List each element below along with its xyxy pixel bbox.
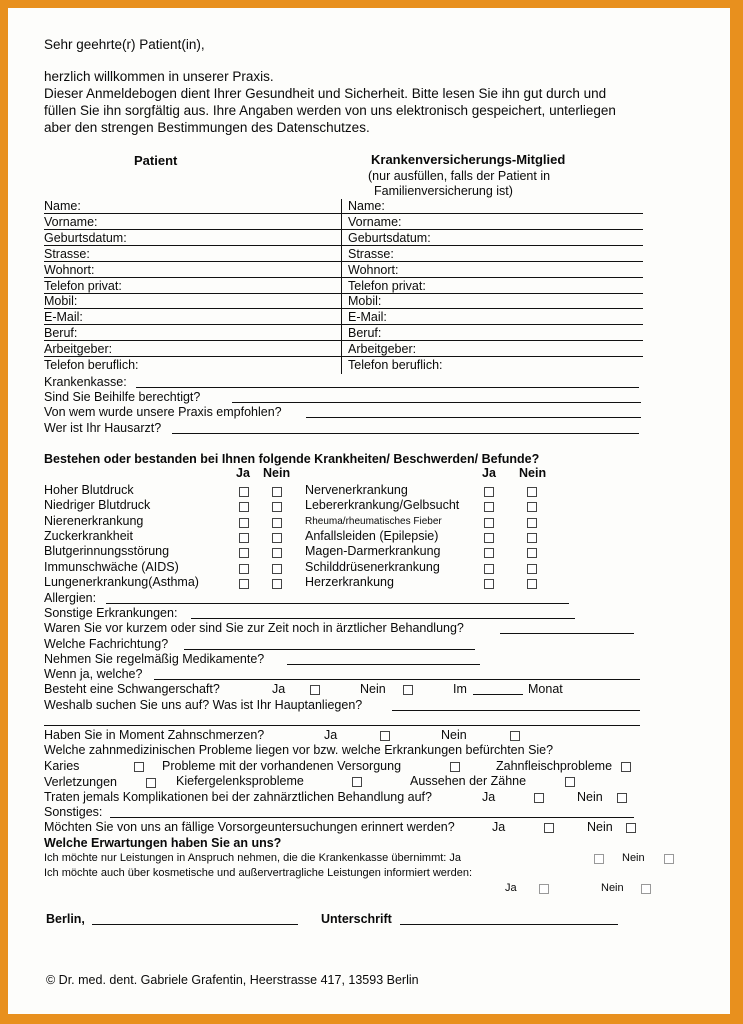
member-field-line[interactable] xyxy=(341,356,643,357)
answer-line-referral[interactable] xyxy=(306,417,641,418)
patient-field-line[interactable] xyxy=(44,229,341,230)
patient-field-line[interactable] xyxy=(44,324,341,325)
member-field-label: Wohnort: xyxy=(348,262,399,277)
patient-field-line[interactable] xyxy=(44,261,341,262)
pregnancy-nein-label: Nein xyxy=(360,682,386,696)
patient-field-label: Geburtsdatum: xyxy=(44,230,127,245)
treatment-question: Waren Sie vor kurzem oder sind Sie zur Zeit noch in ärztlicher Behandlung? xyxy=(44,621,464,635)
disease-right-label: Magen-Darmerkrankung xyxy=(305,544,441,559)
disease-left-label: Nierenerkrankung xyxy=(44,513,144,528)
pregnancy-ja-label: Ja xyxy=(272,682,286,696)
reason-question: Weshalb suchen Sie uns auf? Was ist Ihr Hauptanliegen? xyxy=(44,698,363,712)
problem-care-checkbox[interactable] xyxy=(450,762,460,772)
allergies-label: Allergien: xyxy=(44,591,97,605)
answer-line-other[interactable] xyxy=(110,817,634,818)
reminder-question: Möchten Sie von uns an fällige Vorsorgeuntersuchungen erinnert werden? xyxy=(44,820,455,834)
patient-field-label: Telefon privat: xyxy=(44,278,122,293)
patient-field-line[interactable] xyxy=(44,213,341,214)
signature-line[interactable] xyxy=(400,924,618,925)
specialty-question: Welche Fachrichtung? xyxy=(44,637,169,651)
member-field-label: Strasse: xyxy=(348,246,394,261)
disease-right-ja-checkbox[interactable] xyxy=(484,518,494,528)
complications-ja-label: Ja xyxy=(482,790,496,804)
patient-field-line[interactable] xyxy=(44,245,341,246)
patient-field-label: Wohnort: xyxy=(44,262,95,277)
complications-ja-checkbox[interactable] xyxy=(534,793,544,803)
patient-field-line[interactable] xyxy=(44,340,341,341)
answer-line-gp[interactable] xyxy=(172,433,639,434)
question-subsidy: Sind Sie Beihilfe berechtigt? xyxy=(44,390,201,404)
member-field-label: Vorname: xyxy=(348,214,402,229)
expect-2-ja-label: Ja xyxy=(505,882,517,894)
member-field-line[interactable] xyxy=(341,229,643,230)
member-field-label: Geburtsdatum: xyxy=(348,230,431,245)
problem-look-label: Aussehen der Zähne xyxy=(410,774,527,788)
disease-right-ja-checkbox[interactable] xyxy=(484,564,494,574)
reminder-nein-label: Nein xyxy=(587,820,613,834)
disease-right-ja-checkbox[interactable] xyxy=(484,502,494,512)
disease-right-label: Schilddrüsenerkrankung xyxy=(305,559,440,574)
ja-header-right: Ja xyxy=(482,466,496,480)
problem-gum-label: Zahnfleischprobleme xyxy=(496,759,613,773)
reminder-ja-label: Ja xyxy=(492,820,506,834)
disease-right-ja-checkbox[interactable] xyxy=(484,548,494,558)
answer-line-month[interactable] xyxy=(473,694,523,695)
intro-line-4: aber den strengen Bestimmungen des Datenschutzes. xyxy=(44,120,370,135)
member-note-1: (nur ausfüllen, falls der Patient in xyxy=(368,169,551,183)
disease-left-label: Lungenerkrankung(Asthma) xyxy=(44,574,199,589)
member-field-line[interactable] xyxy=(341,293,643,294)
pregnancy-ja-checkbox[interactable] xyxy=(310,685,320,695)
member-field-line[interactable] xyxy=(341,324,643,325)
pain-ja-checkbox[interactable] xyxy=(380,731,390,741)
expectations-heading: Welche Erwartungen haben Sie an uns? xyxy=(44,836,282,850)
disease-left-label: Blutgerinnungsstörung xyxy=(44,544,170,559)
disease-left-ja-checkbox[interactable] xyxy=(239,564,249,574)
question-insurance: Krankenkasse: xyxy=(44,375,127,389)
pain-nein-checkbox[interactable] xyxy=(510,731,520,741)
disease-left-ja-checkbox[interactable] xyxy=(239,518,249,528)
expect-1-nein-checkbox[interactable] xyxy=(664,854,674,864)
column-divider xyxy=(341,199,342,374)
reminder-nein-checkbox[interactable] xyxy=(626,823,636,833)
member-note-2: Familienversicherung ist) xyxy=(374,184,513,198)
other-label: Sonstiges: xyxy=(44,805,103,819)
disease-left-ja-checkbox[interactable] xyxy=(239,533,249,543)
expect-2-nein-label: Nein xyxy=(601,882,624,894)
answer-line-subsidy[interactable] xyxy=(232,402,641,403)
disease-left-label: Immunschwäche (AIDS) xyxy=(44,559,179,574)
member-field-label: Beruf: xyxy=(348,326,382,341)
reminder-ja-checkbox[interactable] xyxy=(544,823,554,833)
disease-left-nein-checkbox[interactable] xyxy=(272,548,282,558)
answer-line-medication[interactable] xyxy=(287,664,480,665)
document-sheet xyxy=(8,8,730,1014)
problem-gum-checkbox[interactable] xyxy=(621,762,631,772)
member-field-line[interactable] xyxy=(341,261,643,262)
disease-right-label: Anfallsleiden (Epilepsie) xyxy=(305,528,439,543)
month-prefix: Im xyxy=(453,682,467,696)
disease-left-ja-checkbox[interactable] xyxy=(239,487,249,497)
pain-nein-label: Nein xyxy=(441,728,467,742)
member-field-line[interactable] xyxy=(341,213,643,214)
month-suffix: Monat xyxy=(528,682,563,696)
problem-injury-checkbox[interactable] xyxy=(146,778,156,788)
disease-right-nein-checkbox[interactable] xyxy=(527,518,537,528)
footer-address: © Dr. med. dent. Gabriele Grafentin, Heerstrasse 417, 13593 Berlin xyxy=(46,973,419,987)
disease-right-label: Herzerkrankung xyxy=(305,574,394,589)
intro-line-2: Dieser Anmeldebogen dient Ihrer Gesundheit und Sicherheit. Bitte lesen Sie ihn gut durch und xyxy=(44,86,607,101)
answer-line-other-diseases[interactable] xyxy=(191,618,575,619)
patient-field-label: Telefon beruflich: xyxy=(44,358,139,372)
disease-left-ja-checkbox[interactable] xyxy=(239,502,249,512)
member-field-line[interactable] xyxy=(341,308,643,309)
member-field-label: Telefon beruflich: xyxy=(348,358,443,372)
nein-header-right: Nein xyxy=(519,466,547,480)
member-field-label: Name: xyxy=(348,199,385,213)
member-heading: Krankenversicherungs-Mitglied xyxy=(371,152,566,167)
member-field-line[interactable] xyxy=(341,277,643,278)
member-field-label: E-Mail: xyxy=(348,310,387,325)
patient-field-label: Name: xyxy=(44,199,81,213)
complications-nein-label: Nein xyxy=(577,790,603,804)
patient-field-line[interactable] xyxy=(44,277,341,278)
answer-line-reason-2[interactable] xyxy=(44,725,640,726)
complications-question: Traten jemals Komplikationen bei der zahnärztlichen Behandlung auf? xyxy=(44,790,432,804)
intro-line-1: herzlich willkommen in unserer Praxis. xyxy=(44,69,274,84)
patient-field-line[interactable] xyxy=(44,293,341,294)
disease-left-nein-checkbox[interactable] xyxy=(272,564,282,574)
disease-left-label: Niedriger Blutdruck xyxy=(44,498,151,513)
problem-look-checkbox[interactable] xyxy=(565,777,575,787)
problem-karies-checkbox[interactable] xyxy=(134,762,144,772)
answer-line-treatment[interactable] xyxy=(500,633,634,634)
patient-field-label: Arbeitgeber: xyxy=(44,342,113,357)
diseases-heading: Bestehen oder bestanden bei Ihnen folgende Krankheiten/ Beschwerden/ Befunde? xyxy=(44,452,540,466)
problem-jaw-checkbox[interactable] xyxy=(352,777,362,787)
patient-field-label: Vorname: xyxy=(44,214,98,229)
disease-right-nein-checkbox[interactable] xyxy=(527,533,537,543)
disease-right-ja-checkbox[interactable] xyxy=(484,533,494,543)
signature-label: Unterschrift xyxy=(321,912,392,926)
member-field-line[interactable] xyxy=(341,245,643,246)
disease-right-nein-checkbox[interactable] xyxy=(527,548,537,558)
patient-field-label: Strasse: xyxy=(44,246,90,261)
disease-right-ja-checkbox[interactable] xyxy=(484,579,494,589)
pain-ja-label: Ja xyxy=(324,728,338,742)
disease-left-nein-checkbox[interactable] xyxy=(272,533,282,543)
patient-field-line[interactable] xyxy=(44,356,341,357)
problem-karies-label: Karies xyxy=(44,759,80,773)
expectation-cosmetic: Ich möchte auch über kosmetische und außervertragliche Leistungen informiert werden: xyxy=(44,867,473,879)
disease-right-nein-checkbox[interactable] xyxy=(527,502,537,512)
date-line[interactable] xyxy=(92,924,298,925)
expect-1-nein-label: Nein xyxy=(622,852,645,864)
pregnancy-question: Besteht eine Schwangerschaft? xyxy=(44,682,220,696)
question-referral: Von wem wurde unsere Praxis empfohlen? xyxy=(44,405,282,419)
disease-right-label: Rheuma/rheumatisches Fieber xyxy=(305,515,442,527)
pregnancy-nein-checkbox[interactable] xyxy=(403,685,413,695)
disease-left-label: Hoher Blutdruck xyxy=(44,483,134,497)
disease-left-ja-checkbox[interactable] xyxy=(239,548,249,558)
patient-field-line[interactable] xyxy=(44,308,341,309)
disease-left-nein-checkbox[interactable] xyxy=(272,502,282,512)
medication-question: Nehmen Sie regelmäßig Medikamente? xyxy=(44,652,265,666)
patient-heading: Patient xyxy=(134,153,178,168)
intro-line-3: füllen Sie ihn sorgfältig aus. Ihre Angaben werden von uns elektronisch gespeichert, unterliegen xyxy=(44,103,616,118)
problem-care-label: Probleme mit der vorhandenen Versorgung xyxy=(162,759,402,773)
disease-right-label: Nervenerkrankung xyxy=(305,483,408,497)
complications-nein-checkbox[interactable] xyxy=(617,793,627,803)
disease-right-ja-checkbox[interactable] xyxy=(484,487,494,497)
answer-line-insurance[interactable] xyxy=(136,387,639,388)
expect-1-ja-checkbox[interactable] xyxy=(594,854,604,864)
disease-left-ja-checkbox[interactable] xyxy=(239,579,249,589)
ja-header-left: Ja xyxy=(236,466,250,480)
patient-field-label: Beruf: xyxy=(44,326,78,341)
patient-field-label: E-Mail: xyxy=(44,310,83,325)
answer-line-which[interactable] xyxy=(154,679,640,680)
expect-2-nein-checkbox[interactable] xyxy=(641,884,651,894)
registration-form xyxy=(8,8,730,1014)
pain-question: Haben Sie in Moment Zahnschmerzen? xyxy=(44,728,265,742)
answer-line-specialty[interactable] xyxy=(184,649,475,650)
disease-right-label: Lebererkrankung/Gelbsucht xyxy=(305,498,460,513)
nein-header-left: Nein xyxy=(263,466,291,480)
disease-left-nein-checkbox[interactable] xyxy=(272,518,282,528)
expectation-insurance-only: Ich möchte nur Leistungen in Anspruch nehmen, die die Krankenkasse übernimmt: Ja xyxy=(44,852,462,864)
problem-injury-label: Verletzungen xyxy=(44,775,117,789)
disease-left-nein-checkbox[interactable] xyxy=(272,579,282,589)
disease-right-nein-checkbox[interactable] xyxy=(527,487,537,497)
disease-left-nein-checkbox[interactable] xyxy=(272,487,282,497)
expect-2-ja-checkbox[interactable] xyxy=(539,884,549,894)
answer-line-allergies[interactable] xyxy=(106,603,569,604)
problems-question: Welche zahnmedizinischen Probleme liegen vor bzw. welche Erkrankungen befürchten Sie? xyxy=(44,743,554,757)
member-field-label: Mobil: xyxy=(348,294,382,309)
which-question: Wenn ja, welche? xyxy=(44,667,143,681)
answer-line-reason[interactable] xyxy=(392,710,640,711)
disease-right-nein-checkbox[interactable] xyxy=(527,564,537,574)
problem-jaw-label: Kiefergelenksprobleme xyxy=(176,774,304,788)
greeting: Sehr geehrte(r) Patient(in), xyxy=(44,37,205,52)
member-field-label: Telefon privat: xyxy=(348,278,426,293)
member-field-line[interactable] xyxy=(341,340,643,341)
other-diseases-label: Sonstige Erkrankungen: xyxy=(44,606,178,620)
city-label: Berlin, xyxy=(46,912,85,926)
patient-field-label: Mobil: xyxy=(44,294,78,309)
disease-right-nein-checkbox[interactable] xyxy=(527,579,537,589)
member-field-label: Arbeitgeber: xyxy=(348,342,417,357)
disease-left-label: Zuckerkrankheit xyxy=(44,528,133,543)
question-gp: Wer ist Ihr Hausarzt? xyxy=(44,421,162,435)
